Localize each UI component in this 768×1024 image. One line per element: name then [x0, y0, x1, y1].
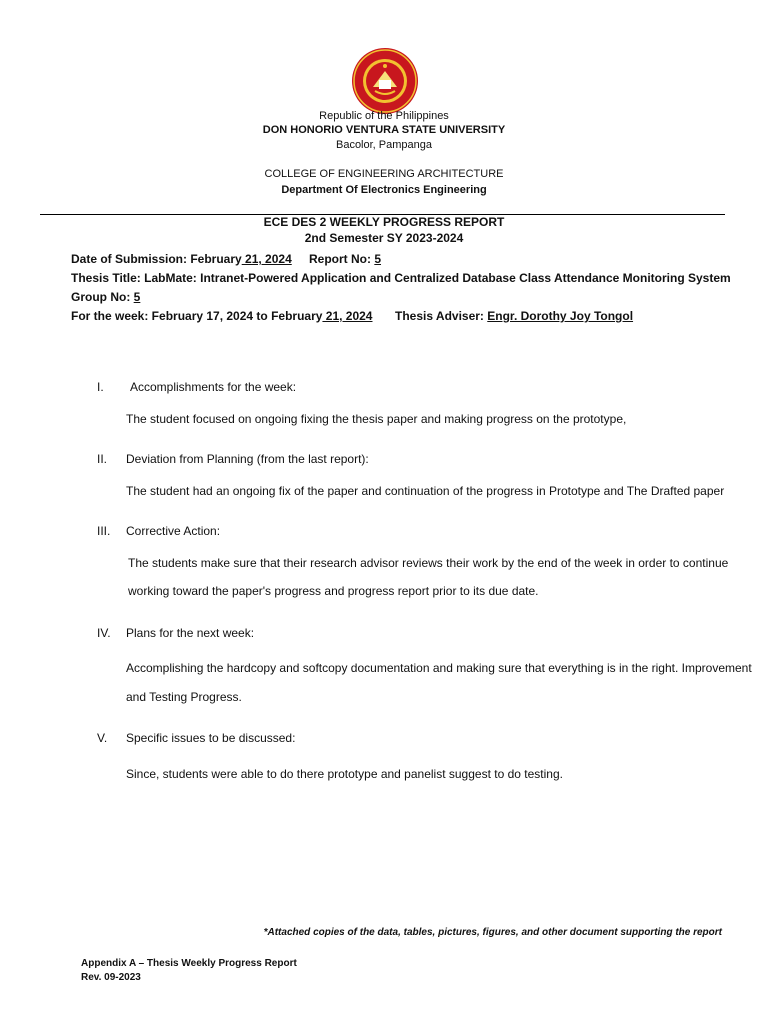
submission-date-row — [71, 252, 292, 266]
college-name: COLLEGE OF ENGINEERING ARCHITECTURE — [264, 168, 504, 180]
report-no-label: Report No: — [309, 252, 375, 266]
adviser-value: Engr. Dorothy Joy Tongol — [487, 309, 634, 323]
group-no-label: Group No: — [71, 290, 134, 304]
attachment-note: *Attached copies of the data, tables, pictures, figures, and other document supporting the report — [263, 927, 722, 938]
submission-date-value: 21, 2024 — [241, 252, 292, 266]
section-3-title: Corrective Action: — [126, 524, 221, 538]
section-3-line-2: working toward the paper's progress and progress report prior to its due date. — [128, 584, 539, 598]
group-no-value: 5 — [133, 290, 141, 304]
section-2-title: Deviation from Planning (from the last report): — [126, 452, 369, 466]
section-1-number: I. — [97, 380, 104, 394]
section-3-number: III. — [97, 524, 111, 538]
report-no-row — [309, 252, 381, 266]
group-no-row — [71, 290, 140, 304]
section-5-line-1: Since, students were able to do there prototype and panelist suggest to do testing. — [126, 767, 563, 781]
section-5-number: V. — [97, 731, 108, 745]
university-name: DON HONORIO VENTURA STATE UNIVERSITY — [262, 124, 506, 136]
university-seal-logo — [351, 47, 419, 115]
section-1-title: Accomplishments for the week: — [130, 380, 297, 394]
section-5-title: Specific issues to be discussed: — [126, 731, 296, 745]
section-3-line-1: The students make sure that their research advisor reviews their work by the end of the week in order to continue — [128, 556, 729, 570]
semester-line: 2nd Semester SY 2023-2024 — [304, 231, 464, 245]
section-4-line-1: Accomplishing the hardcopy and softcopy documentation and making sure that everything is in the right. Improvement — [126, 661, 752, 675]
section-4-line-2: and Testing Progress. — [126, 690, 242, 704]
section-2-number: II. — [97, 452, 108, 466]
week-value: 21, 2024 — [322, 309, 373, 323]
adviser-row — [395, 309, 633, 323]
section-4-title: Plans for the next week: — [126, 626, 255, 640]
section-1-line-1: The student focused on ongoing fixing the thesis paper and making progress on the prototype, — [126, 412, 627, 426]
section-4-number: IV. — [97, 626, 111, 640]
adviser-label: Thesis Adviser: — [395, 309, 488, 323]
thesis-title: Thesis Title: LabMate: Intranet-Powered Application and Centralized Database Class Attendance Monitoring System — [71, 271, 731, 285]
appendix-label: Appendix A – Thesis Weekly Progress Report — [81, 958, 297, 969]
republic-line: Republic of the Philippines — [319, 110, 449, 122]
report-title: ECE DES 2 WEEKLY PROGRESS REPORT — [263, 215, 505, 229]
report-no-value: 5 — [374, 252, 382, 266]
submission-date-label: Date of Submission: February — [71, 252, 242, 266]
week-row — [71, 309, 372, 323]
week-label: For the week: February 17, 2024 to February — [71, 309, 323, 323]
department-name: Department Of Electronics Engineering — [281, 184, 487, 196]
university-location: Bacolor, Pampanga — [335, 139, 432, 151]
section-2-line-1: The student had an ongoing fix of the paper and continuation of the progress in Prototype and The Drafted paper — [126, 484, 725, 498]
revision-label: Rev. 09-2023 — [81, 972, 141, 983]
